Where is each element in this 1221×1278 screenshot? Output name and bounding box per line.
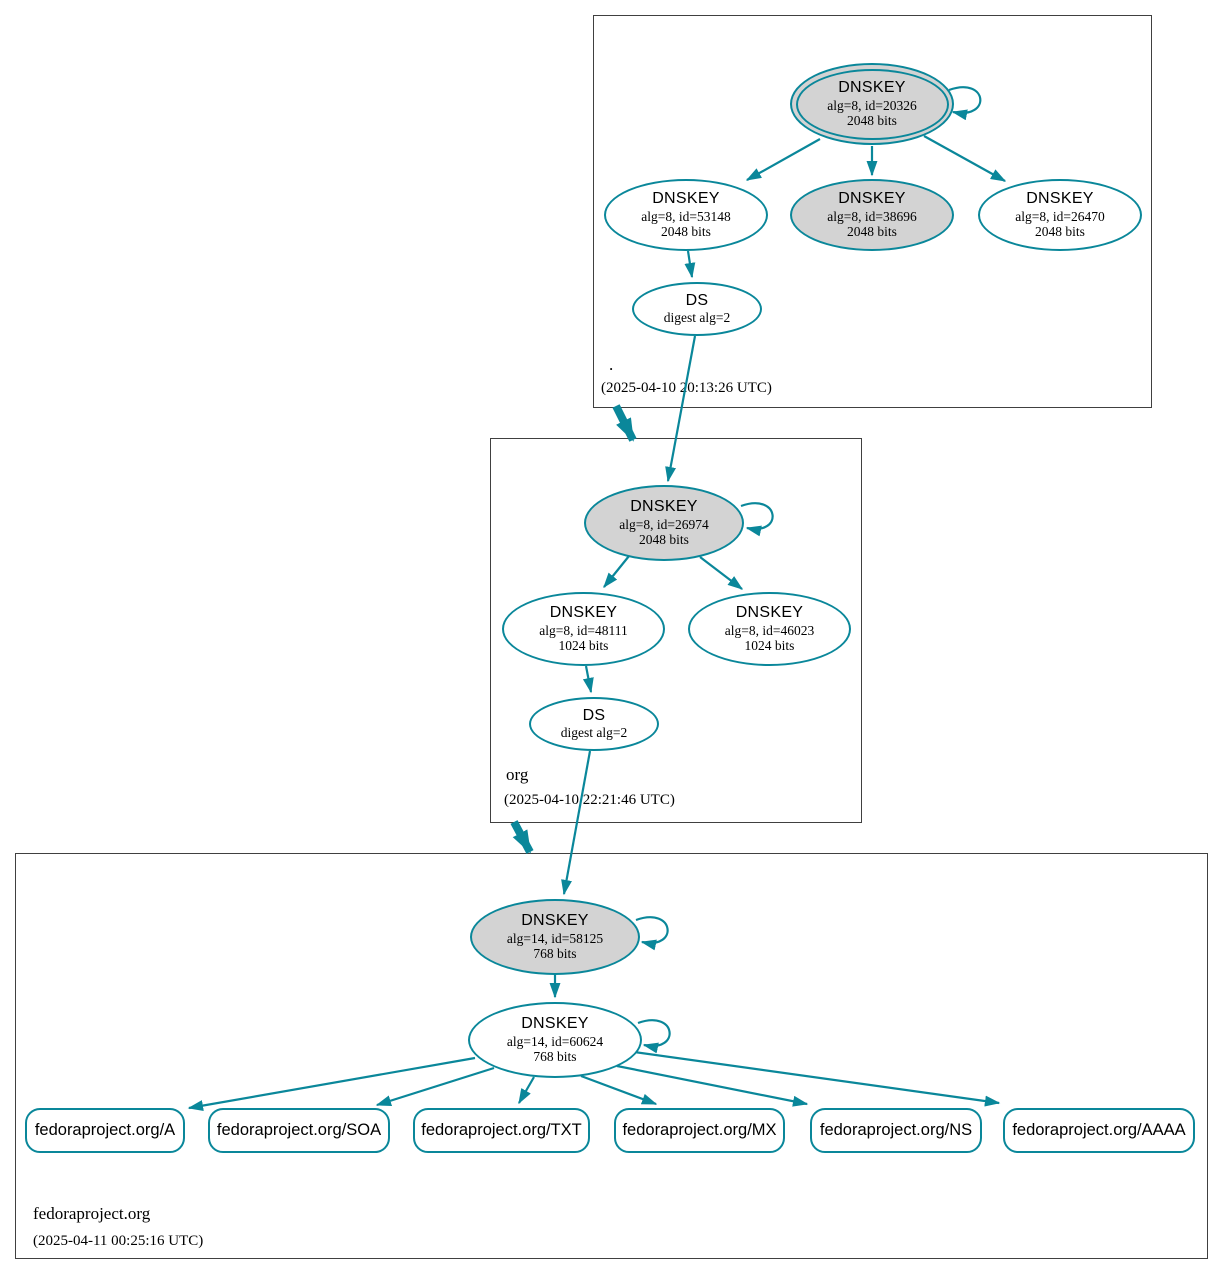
zone-timestamp-root: (2025-04-10 20:13:26 UTC) <box>601 380 772 396</box>
node-alg-id: alg=8, id=53148 <box>641 208 731 224</box>
edge-zsk48111-to-ds-org <box>586 666 591 692</box>
node-alg-id: alg=14, id=60624 <box>506 1033 604 1049</box>
rrset-label: fedoraproject.org/NS <box>819 1121 973 1139</box>
rrset-box-aaaa <box>1003 1108 1195 1153</box>
zone-name-org: org <box>506 765 529 784</box>
node-title: DNSKEY <box>549 603 618 621</box>
node-title: DNSKEY <box>652 189 720 207</box>
rrset-label: fedoraproject.org/MX <box>622 1121 777 1139</box>
node-bits: 768 bits <box>533 946 577 962</box>
edge-zsk60624-to-rrset-aaaa <box>634 1052 999 1103</box>
edge-ksk20326-to-zsk26470 <box>924 136 1005 181</box>
node-title: DNSKEY <box>521 911 589 929</box>
node-bits: 2048 bits <box>847 224 897 240</box>
edge-zsk60624-to-rrset-a <box>189 1058 475 1108</box>
zone-timestamp-fedoraproject: (2025-04-11 00:25:16 UTC) <box>33 1233 204 1249</box>
edge-self-sign-ksk58125 <box>636 917 668 943</box>
node-bits: 2048 bits <box>661 224 711 240</box>
node-alg-id: alg=8, id=38696 <box>827 208 917 224</box>
dnskey-zsk-53148 <box>604 179 768 251</box>
node-alg-id: alg=14, id=58125 <box>506 930 604 946</box>
node-title: DNSKEY <box>521 1014 589 1032</box>
rrset-label: fedoraproject.org/A <box>34 1121 176 1139</box>
rrset-box-txt <box>413 1108 590 1153</box>
rrset-label: fedoraproject.org/SOA <box>216 1121 382 1139</box>
zone-name-fedoraproject: fedoraproject.org <box>33 1204 151 1223</box>
node-bits: 2048 bits <box>847 113 897 129</box>
node-alg-id: alg=8, id=20326 <box>827 97 917 113</box>
dnskey-ksk-20326 <box>790 63 954 145</box>
dnskey-ksk-58125 <box>470 899 640 975</box>
node-alg-id: alg=8, id=26470 <box>1015 208 1105 224</box>
edge-ksk20326-to-zsk53148 <box>747 139 820 180</box>
rrset-box-mx <box>614 1108 785 1153</box>
node-digest: digest alg=2 <box>560 725 628 741</box>
edge-self-sign-zsk60624 <box>638 1020 670 1046</box>
dnskey-zsk-60624 <box>468 1002 642 1078</box>
node-title: DNSKEY <box>630 497 698 515</box>
node-alg-id: alg=8, id=46023 <box>724 622 815 638</box>
rrset-label: fedoraproject.org/TXT <box>421 1121 582 1139</box>
zone-name-root: . <box>609 355 614 374</box>
zone-timestamp-org: (2025-04-10 22:21:46 UTC) <box>504 792 675 808</box>
node-bits: 2048 bits <box>639 532 689 548</box>
edge-delegation-root-to-org <box>616 406 633 440</box>
edge-delegation-org-to-fedoraproject <box>514 822 530 852</box>
rrset-label: fedoraproject.org/AAAA <box>1012 1121 1186 1139</box>
dnskey-ksk-26974 <box>584 485 744 561</box>
dnskey-zsk-48111 <box>502 592 665 666</box>
node-title: DS <box>685 291 709 309</box>
edge-zsk60624-to-rrset-mx <box>581 1076 656 1104</box>
node-digest: digest alg=2 <box>663 310 731 326</box>
dnskey-zsk-46023 <box>688 592 851 666</box>
node-bits: 1024 bits <box>558 638 609 654</box>
node-bits: 1024 bits <box>744 638 795 654</box>
node-bits: 2048 bits <box>1035 224 1085 240</box>
edge-ksk26974-to-zsk46023 <box>700 557 742 589</box>
node-title: DNSKEY <box>838 189 906 207</box>
edge-ds-root-to-ksk26974 <box>668 336 695 481</box>
edge-zsk60624-to-rrset-txt <box>519 1077 534 1103</box>
node-bits: 768 bits <box>533 1049 577 1065</box>
edge-ds-org-to-ksk58125 <box>564 751 590 894</box>
edge-self-sign-ksk26974 <box>741 503 773 529</box>
node-alg-id: alg=8, id=26974 <box>619 516 709 532</box>
dnskey-zsk-26470 <box>978 179 1142 251</box>
node-title: DS <box>582 706 606 724</box>
edge-ksk26974-to-zsk48111 <box>604 556 629 587</box>
node-title: DNSKEY <box>838 78 906 96</box>
dnskey-zsk-38696 <box>790 179 954 251</box>
edge-zsk60624-to-rrset-soa <box>377 1068 494 1105</box>
rrset-box-a <box>25 1108 185 1153</box>
rrset-box-soa <box>208 1108 390 1153</box>
edge-zsk53148-to-ds-root <box>688 251 692 277</box>
node-title: DNSKEY <box>735 603 804 621</box>
node-alg-id: alg=8, id=48111 <box>539 622 628 638</box>
rrset-box-ns <box>810 1108 982 1153</box>
ds-node-org <box>529 697 659 751</box>
node-title: DNSKEY <box>1026 189 1094 207</box>
ds-node-root <box>632 282 762 336</box>
